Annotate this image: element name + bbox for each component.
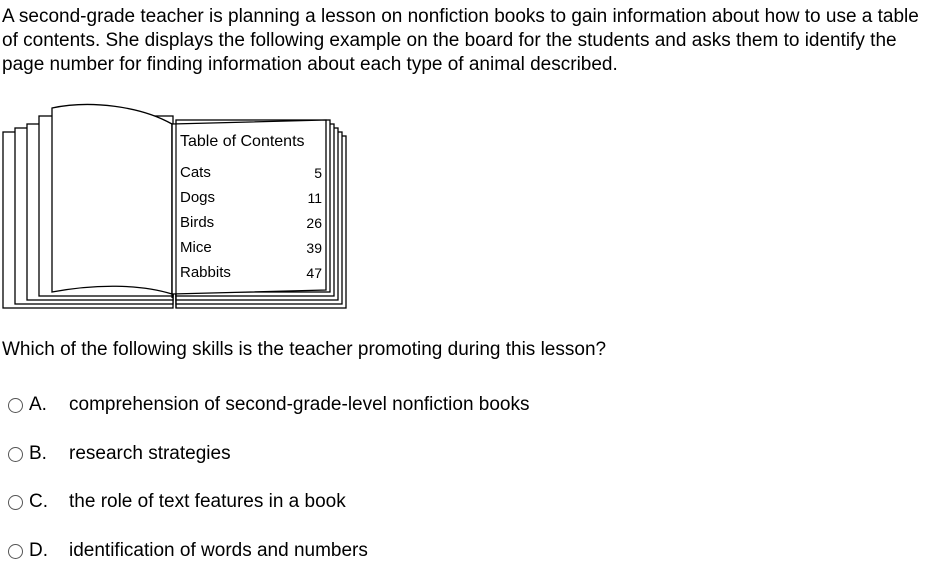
toc-row <box>180 239 322 264</box>
choice-c[interactable] <box>0 490 930 539</box>
radio-button-c[interactable] <box>8 495 23 510</box>
toc-page-number: 5 <box>290 164 322 189</box>
choice-b[interactable] <box>0 442 930 491</box>
choice-text: comprehension of second-grade-level nonfiction books <box>69 393 530 417</box>
toc-label: Rabbits <box>180 264 231 289</box>
toc-page-number: 26 <box>290 214 322 239</box>
toc-row <box>180 264 322 289</box>
book-illustration <box>0 98 352 314</box>
radio-button-d[interactable] <box>8 544 23 559</box>
choice-text: identification of words and numbers <box>69 539 368 563</box>
toc-label: Cats <box>180 164 211 189</box>
toc-row <box>180 214 322 239</box>
answer-choices <box>0 393 930 587</box>
choice-text: research strategies <box>69 442 231 466</box>
table-of-contents <box>180 132 322 289</box>
toc-page-number: 47 <box>290 264 322 289</box>
toc-row <box>180 189 322 214</box>
toc-label: Birds <box>180 214 214 239</box>
choice-a[interactable] <box>0 393 930 442</box>
question-prompt: Which of the following skills is the teacher promoting during this lesson? <box>2 338 606 362</box>
toc-label: Dogs <box>180 189 215 214</box>
choice-letter: A. <box>29 393 69 417</box>
choice-text: the role of text features in a book <box>69 490 346 514</box>
choice-letter: B. <box>29 442 69 466</box>
question-stem: A second-grade teacher is planning a lesson on nonfiction books to gain information about how to use a table of contents. She displays the following example on the board for the students and asks them to identify the page number for finding information about each type of animal described. <box>2 5 932 77</box>
toc-label: Mice <box>180 239 212 264</box>
radio-button-a[interactable] <box>8 398 23 413</box>
choice-letter: D. <box>29 539 69 563</box>
choice-d[interactable] <box>0 539 930 587</box>
toc-page-number: 11 <box>290 189 322 214</box>
toc-title: Table of Contents <box>180 132 322 152</box>
toc-row <box>180 164 322 189</box>
radio-button-b[interactable] <box>8 447 23 462</box>
toc-page-number: 39 <box>290 239 322 264</box>
choice-letter: C. <box>29 490 69 514</box>
